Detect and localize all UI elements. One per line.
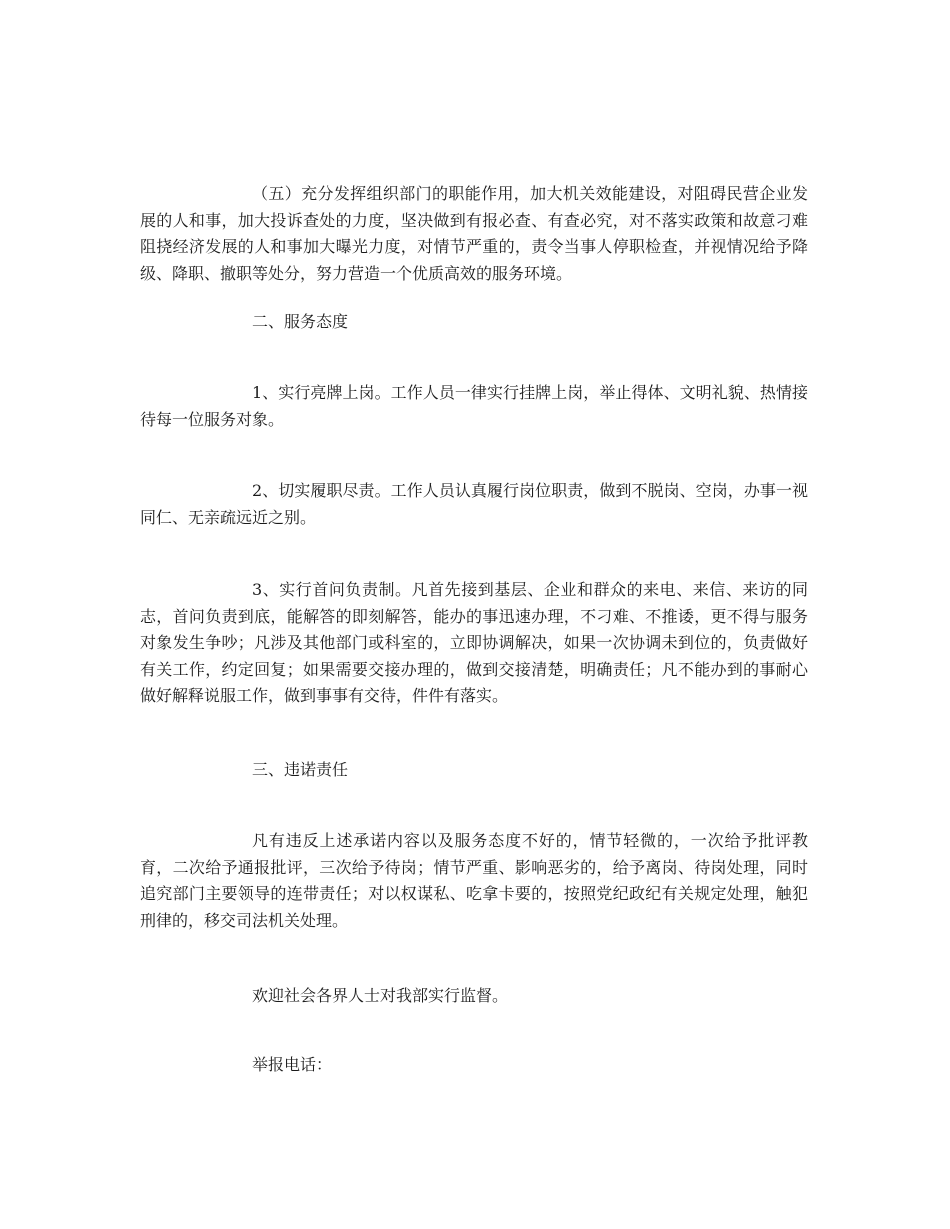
- item-three-paragraph: 3、实行首问负责制。凡首先接到基层、企业和群众的来电、来信、来访的同志，首问负责到底，能解答的即刻解答，能办的事迅速办理，不刁难、不推诿，更不得与服务对象发生争吵；凡涉及其他部门或科室的，立即协调解决，如果一次协调未到位的，负责做好有关工作，约定回复；如果需要交接办理的，做到交接清楚，明确责任；凡不能办到的事耐心做好解释说服工作，做到事事有交待，件件有落实。: [140, 580, 808, 705]
- report-hotline-label: 举报电话：: [252, 1055, 333, 1074]
- item-one-paragraph: 1、实行亮牌上岗。工作人员一律实行挂牌上岗，举止得体、文明礼貌、热情接待每一位服务对象。: [140, 383, 808, 429]
- section-heading-violation-responsibility: 三、违诺责任: [252, 760, 349, 779]
- paragraph-five: （五）充分发挥组织部门的职能作用，加大机关效能建设，对阻碍民营企业发展的人和事，加大投诉查处的力度，坚决做到有报必查、有查必究，对不落实政策和故意刁难阻挠经济发展的人和事加大曝光力度，对情节严重的，责令当事人停职检查，并视情况给予降级、降职、撤职等处分，努力营造一个优质高效的服务环境。: [140, 184, 808, 283]
- section-heading-service-attitude: 二、服务态度: [252, 312, 349, 331]
- item-two-paragraph: 2、切实履职尽责。工作人员认真履行岗位职责，做到不脱岗、空岗，办事一视同仁、无亲疏远近之别。: [140, 481, 808, 527]
- violation-paragraph: 凡有违反上述承诺内容以及服务态度不好的，情节轻微的，一次给予批评教育，二次给予通报批评，三次给予待岗；情节严重、影响恶劣的，给予离岗、待岗处理，同时追究部门主要领导的连带责任；对以权谋私、吃拿卡要的，按照党纪政纪有关规定处理，触犯刑律的，移交司法机关处理。: [140, 831, 808, 930]
- welcome-supervision-text: 欢迎社会各界人士对我部实行监督。: [252, 986, 509, 1005]
